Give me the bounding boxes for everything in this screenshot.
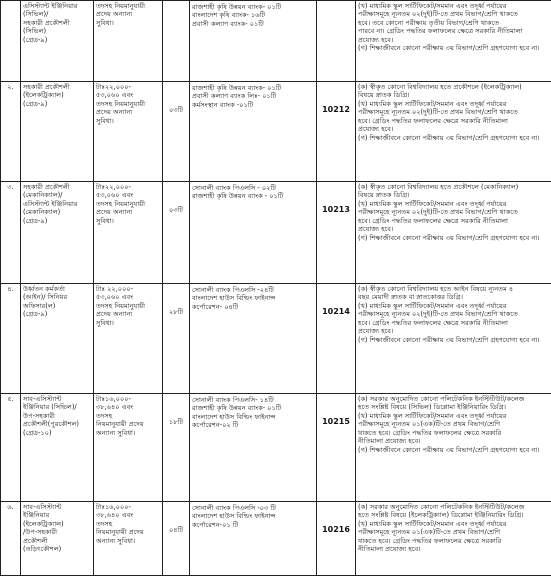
table-row xyxy=(1,502,551,576)
post-count-cell xyxy=(163,502,190,576)
post-count-cell xyxy=(163,1,190,82)
cell-line: (খ) মাধ্যমিক স্কুল সার্টিফিকেট/সমমান এবং তদূর্ধ্ব পর্যায়ের xyxy=(358,100,549,108)
cell-line: (গ্রেড-১০) xyxy=(23,429,91,437)
post-count-cell xyxy=(163,82,190,182)
cell-line: (গ) শিক্ষাজীবনে কোনো পরীক্ষায় ৩য় বিভাগ/শ্রেণি গ্রহণযোগ্য হবে না। xyxy=(358,44,549,52)
cell-line: সোনালী ব্যাংক পিএলসি- ১৪টি xyxy=(192,396,314,404)
cell-line: নীতিমালা প্রযোজ্য হবে। xyxy=(358,437,549,445)
bank-distribution-cell xyxy=(190,1,317,82)
cell-line: প্রকৌশলী xyxy=(23,537,91,545)
cell-line: প্রদেয় অন্যান্য xyxy=(96,310,160,318)
cell-line: নিয়মানুযায়ী প্রদেয় xyxy=(96,420,160,428)
cell-line: পরীক্ষাসমূহে ন্যূনতম ০২(দুই)টি-তে প্রথম বিভাগ/শ্রেণি থাকতে xyxy=(358,108,549,116)
cell-text: 10215 xyxy=(322,417,350,426)
cell-line: (গ) শিক্ষাজীবনে কোনো পরীক্ষায় ৩য় বিভাগ/শ্রেণি গ্রহণযোগ্য হবে না। xyxy=(358,134,549,142)
cell-line: প্রযোজ্য হবে। xyxy=(358,225,549,233)
cell-line: তদসহ নিয়মানুযায়ী xyxy=(96,2,160,10)
cell-line: ৫৩,০৬০ এবং xyxy=(96,191,160,199)
cell-text: 10213 xyxy=(322,205,350,214)
pay-scale-cell xyxy=(94,502,163,576)
serial-cell xyxy=(1,394,21,502)
cell-line: সাব-এসিস্ট্যান্ট xyxy=(23,503,91,511)
bank-distribution-cell xyxy=(190,82,317,182)
cell-line: রাজশাহী কৃষি উন্নয়ন ব্যাংক- ০১টি xyxy=(192,84,314,92)
cell-line: সুবিধা। xyxy=(96,19,160,27)
serial-cell xyxy=(1,1,21,82)
cell-line: প্রকৌশলী(পুরকৌশল) xyxy=(23,420,91,428)
cell-line: তদসহ xyxy=(96,520,160,528)
cell-text: ০৩টি xyxy=(169,106,183,114)
cell-line: (গ) শিক্ষাজীবনে কোনো পরীক্ষায় ৩য় বিভাগ/শ্রেণি গ্রহণযোগ্য হবে না। xyxy=(358,446,549,454)
cell-line: (খ) মাধ্যমিক স্কুল সার্টিফিকেট/সমমান এবং তদূর্ধ্ব পর্যায়ের xyxy=(358,520,549,528)
cell-line: কর্পোরেশন-০২ টি xyxy=(192,421,314,429)
cell-line: প্রবাসী কল্যাণ ব্যাংক লিঃ- ০১টি xyxy=(192,92,314,100)
cell-line: (মেকানিক্যাল) xyxy=(23,208,91,216)
cell-line: টাঃ১৬,০০০- xyxy=(96,503,160,511)
cell-line: (গ্রেড-৯) xyxy=(23,100,91,108)
cell-text: ৫. xyxy=(7,395,13,403)
cell-text: ৩. xyxy=(7,183,13,191)
cell-line: সোনালী ব্যাংক পিএলসি - ০২টি xyxy=(192,184,314,192)
cell-line: প্রযোজ্য হবে। xyxy=(358,36,549,44)
cell-line: টাঃ ২২,০০০- xyxy=(96,285,160,293)
post-count-cell xyxy=(163,182,190,284)
cell-line: বাংলাদেশ হাউস বিল্ডিং ফাইনান্স xyxy=(192,294,314,302)
cell-line: বছর মেয়াদী স্নাতক বা স্নাতকোত্তর ডিগ্রি। xyxy=(358,293,549,301)
cell-line: (খ) মাধ্যমিক স্কুল সার্টিফিকেট/সমমান এবং তদূর্ধ্ব পর্যায়ের xyxy=(358,412,549,420)
cell-line: (মেকানিক্যাল)/ xyxy=(23,191,91,199)
cell-line: (সিভিল)/ xyxy=(23,10,91,18)
cell-line: প্রদেয় অন্যান্য xyxy=(96,208,160,216)
cell-line: সহকারী প্রকৌশলী xyxy=(23,83,91,91)
pay-scale-cell xyxy=(94,182,163,284)
cell-line: (খ) মাধ্যমিক স্কুল সার্টিফিকেট/সমমান এবং তদূর্ধ্ব পর্যায়ের xyxy=(358,2,549,10)
cell-line: (খ) মাধ্যমিক স্কুল সার্টিফিকেট/সমমান এবং তদূর্ধ্ব পর্যায়ের xyxy=(358,302,549,310)
cell-line: টাঃ১৬,০০০- xyxy=(96,395,160,403)
cell-line: (ক) সরকার অনুমোদিত কোনো পলিটেকনিক ইনস্টিটিউট/কলেজ xyxy=(358,395,549,403)
cell-line: সুবিধা। xyxy=(96,117,160,125)
cell-line: (খ) মাধ্যমিক স্কুল সার্টিফিকেট/সমমান এবং তদূর্ধ্ব পর্যায়ের xyxy=(358,200,549,208)
post-code-cell xyxy=(317,82,356,182)
qualification-cell xyxy=(356,502,551,576)
cell-line: (ইলেকট্রিক্যাল) xyxy=(23,91,91,99)
cell-line: বিষয়ে স্নাতক ডিগ্রি। xyxy=(358,191,549,199)
cell-line: (ইলেকট্রিক্যাল) xyxy=(23,520,91,528)
pay-scale-cell xyxy=(94,394,163,502)
cell-text: ২৮টি xyxy=(169,308,183,316)
cell-line: প্রযোজ্য হবে। xyxy=(358,327,549,335)
post-code-cell xyxy=(317,182,356,284)
cell-line: (ক) স্বীকৃত কোনো বিশ্ববিদ্যালয় হতে প্রকৌশলে (মেকানিক্যাল) xyxy=(358,183,549,191)
cell-line: প্রদেয় অন্যান্য xyxy=(96,10,160,18)
cell-line: হতে সংশ্লিষ্ট বিষয়ে (ইলেকট্রিক্যাল) ডিপ্লোমা ইঞ্জিনিয়ারিং ডিগ্রি। xyxy=(358,511,549,519)
post-name-cell xyxy=(21,394,94,502)
post-name-cell xyxy=(21,1,94,82)
cell-line: (আইন)/ সিনিয়র xyxy=(23,293,91,301)
cell-line: ইঞ্জিনিয়ার (সিভিল)/ xyxy=(23,403,91,411)
cell-line: অন্যান্য সুবিধা। xyxy=(96,429,160,437)
cell-line: (ক) স্বীকৃত কোনো বিশ্ববিদ্যালয় হতে প্রকৌশলে (ইলেকট্রিক্যাল) xyxy=(358,83,549,91)
pay-scale-cell xyxy=(94,1,163,82)
cell-line: (গ্রেড-৯) xyxy=(23,36,91,44)
table-row xyxy=(1,82,551,182)
qualification-cell xyxy=(356,394,551,502)
cell-text: ০৩টি xyxy=(169,206,183,214)
cell-line: নীতিমালা প্রযোজ্য হবে। xyxy=(358,545,549,553)
post-code-cell xyxy=(317,502,356,576)
cell-line: হবে। তবে কোনো পরীক্ষায় তৃতীয় বিভাগ/শ্রেণি থাকতে xyxy=(358,19,549,27)
post-name-cell xyxy=(21,502,94,576)
cell-line: উপ-সহকারী xyxy=(23,412,91,420)
cell-line: উর্ধ্বতন কর্মকর্তা xyxy=(23,285,91,293)
cell-line: পরীক্ষাসমূহে ন্যূনতম ০১(এক)টি-তে প্রথম বিভাগ/শ্রেণি xyxy=(358,528,549,536)
cell-line: সহকারী প্রকৌশলী xyxy=(23,183,91,191)
post-code-cell xyxy=(317,394,356,502)
cell-line: প্রবাসী কল্যাণ ব্যাংক- ০১টি xyxy=(192,20,314,28)
cell-line: হবে। গ্রেডিং পদ্ধতির ফলাফলের ক্ষেত্রে সরকারি নীতিমালা xyxy=(358,217,549,225)
cell-line: টাঃ২২,০০০- xyxy=(96,183,160,191)
cell-line: ৫৩,০৬০ এবং xyxy=(96,91,160,99)
pay-scale-cell xyxy=(94,82,163,182)
post-name-cell xyxy=(21,82,94,182)
serial-cell xyxy=(1,284,21,394)
cell-line: /উপ-সহকারী xyxy=(23,528,91,536)
cell-line: রাজশাহী কৃষি উন্নয়ন ব্যাংক - ০১টি xyxy=(192,192,314,200)
serial-cell xyxy=(1,82,21,182)
cell-line: বিষয়ে স্নাতক ডিগ্রি। xyxy=(358,91,549,99)
cell-line: পরীক্ষাসমূহে ন্যূনতম ০১(এক)টি-তে প্রথম বিভাগ/শ্রেণি xyxy=(358,420,549,428)
table-row xyxy=(1,1,551,82)
cell-line: (গ্রেড-৯) xyxy=(23,310,91,318)
post-count-cell xyxy=(163,284,190,394)
post-code-cell xyxy=(317,1,356,82)
cell-line: (ক) স্বীকৃত কোনো বিশ্ববিদ্যালয় হতে আইন বিষয়ে ন্যূনতম ৪ xyxy=(358,285,549,293)
cell-line: থাকতে হবে। গ্রেডিং পদ্ধতির ফলাফলের ক্ষেত্রে সরকারি xyxy=(358,537,549,545)
table-row xyxy=(1,394,551,502)
cell-line: বাংলাদেশ কৃষি ব্যাংক- ১৬টি xyxy=(192,11,314,19)
cell-line: (গ) শিক্ষাজীবনে কোনো পরীক্ষায় ৩য় বিভাগ/শ্রেণি গ্রহণযোগ্য হবে না। xyxy=(358,336,549,344)
cell-line: হবে। গ্রেডিং পদ্ধতির ফলাফলের ক্ষেত্রে সরকারি নীতিমালা xyxy=(358,319,549,327)
cell-line: (তড়িৎকৌশল) xyxy=(23,545,91,553)
cell-text: 10216 xyxy=(322,525,350,534)
cell-line: সহকারী প্রকৌশলী xyxy=(23,19,91,27)
cell-line: প্রদেয় অন্যান্য xyxy=(96,108,160,116)
cell-line: অফিসার(ল) xyxy=(23,302,91,310)
cell-line: (গ্রেড-৯) xyxy=(23,217,91,225)
cell-line: (গ) শিক্ষাজীবনে কোনো পরীক্ষায় ৩য় বিভাগ/শ্রেণি গ্রহণযোগ্য হবে না। xyxy=(358,234,549,242)
qualification-cell xyxy=(356,182,551,284)
bank-distribution-cell xyxy=(190,284,317,394)
cell-line: পরীক্ষাসমূহে ন্যূনতম ০২(দুই)টি-তে প্রথম বিভাগ/শ্রেণি থাকতে xyxy=(358,310,549,318)
cell-text: 10212 xyxy=(322,105,350,114)
serial-cell xyxy=(1,182,21,284)
cell-line: (সিভিল) xyxy=(23,27,91,35)
cell-line: বাংলাদেশ হাউস বিল্ডিং ফাইনান্স xyxy=(192,413,314,421)
cell-line: ৫৩,০৬০ এবং xyxy=(96,293,160,301)
cell-line: তদসহ নিয়মানুযায়ী xyxy=(96,302,160,310)
bank-distribution-cell xyxy=(190,394,317,502)
cell-text: ২. xyxy=(7,83,13,91)
cell-line: সুবিধা। xyxy=(96,217,160,225)
post-name-cell xyxy=(21,284,94,394)
cell-line: তদসহ xyxy=(96,412,160,420)
cell-line: এসিস্ট্যান্ট ইঞ্জিনিয়ার xyxy=(23,2,91,10)
post-code-cell xyxy=(317,284,356,394)
cell-line: সোনালী ব্যাংক পিএলসি -০৩ টি xyxy=(192,504,314,512)
cell-text: 10214 xyxy=(322,307,350,316)
cell-line: সুবিধা। xyxy=(96,319,160,327)
cell-line: প্রযোজ্য হবে। xyxy=(358,125,549,133)
bank-distribution-cell xyxy=(190,502,317,576)
cell-line: কর্পোরেশন-০১ টি xyxy=(192,521,314,529)
cell-line: পরীক্ষাসমূহে ন্যূনতম ০২(দুই)টি-তে প্রথম বিভাগ/শ্রেণি থাকতে xyxy=(358,208,549,216)
cell-line: এসিস্ট্যান্ট ইঞ্জিনিয়ার xyxy=(23,200,91,208)
cell-line: নিয়মানুযায়ী প্রদেয় xyxy=(96,528,160,536)
qualification-cell xyxy=(356,82,551,182)
cell-line: হতে সংশ্লিষ্ট বিষয়ে (সিভিল) ডিপ্লোমা ইঞ্জিনিয়ারিং ডিগ্রি। xyxy=(358,403,549,411)
cell-line: কর্মসংস্থান ব্যাংক -০১টি xyxy=(192,101,314,109)
cell-line: অন্যান্য সুবিধা। xyxy=(96,537,160,545)
table-row xyxy=(1,284,551,394)
cell-line: রাজশাহী কৃষি উন্নয়ন ব্যাংক- ০১টি xyxy=(192,404,314,412)
cell-line: হবে। গ্রেডিং পদ্ধতির ফলাফলের ক্ষেত্রে সরকারি নীতিমালা xyxy=(358,117,549,125)
qualification-cell xyxy=(356,284,551,394)
cell-line: টাঃ২২,০০০- xyxy=(96,83,160,91)
cell-line: থাকতে হবে। গ্রেডিং পদ্ধতির ফলাফলের ক্ষেত্রে সরকারি xyxy=(358,429,549,437)
cell-line: তদসহ নিয়মানুযায়ী xyxy=(96,200,160,208)
cell-line: বাংলাদেশ হাউস বিল্ডিং ফাইনান্স xyxy=(192,512,314,520)
qualification-cell xyxy=(356,1,551,82)
cell-line: সোনালী ব্যাংক পিএলসি -২৪টি xyxy=(192,286,314,294)
cell-line: (ক) সরকার অনুমোদিত কোনো পলিটেকনিক ইনস্টিটিউট/কলেজ xyxy=(358,503,549,511)
cell-line: পরীক্ষাসমূহে ন্যূনতম ০২(দুই)টি-তে প্রথম বিভাগ/শ্রেণি থাকতে xyxy=(358,10,549,18)
cell-text: ০৪টি xyxy=(169,526,183,534)
serial-cell xyxy=(1,502,21,576)
post-count-cell xyxy=(163,394,190,502)
cell-text: ৪. xyxy=(7,285,13,293)
cell-line: কর্পোরেশন- ০৪টি xyxy=(192,303,314,311)
cell-line: ইঞ্জিনিয়ার xyxy=(23,511,91,519)
cell-line: রাজশাহী কৃষি উন্নয়ন ব্যাংক- ০১টি xyxy=(192,3,314,11)
bank-distribution-cell xyxy=(190,182,317,284)
cell-text: ১৮টি xyxy=(169,418,183,426)
cell-line: ৩৮,৬৪০ এবং xyxy=(96,511,160,519)
pay-scale-cell xyxy=(94,284,163,394)
cell-text: ৬. xyxy=(7,503,13,511)
cell-line: পারবে না। গ্রেডিং পদ্ধতির ফলাফলের ক্ষেত্রে সরকারি নীতিমালা xyxy=(358,27,549,35)
cell-line: ৩৮,৬৪০ এবং xyxy=(96,403,160,411)
post-name-cell xyxy=(21,182,94,284)
cell-line: তদসহ নিয়মানুযায়ী xyxy=(96,100,160,108)
table-row xyxy=(1,182,551,284)
cell-line: সাব-এসিস্ট্যান্ট xyxy=(23,395,91,403)
